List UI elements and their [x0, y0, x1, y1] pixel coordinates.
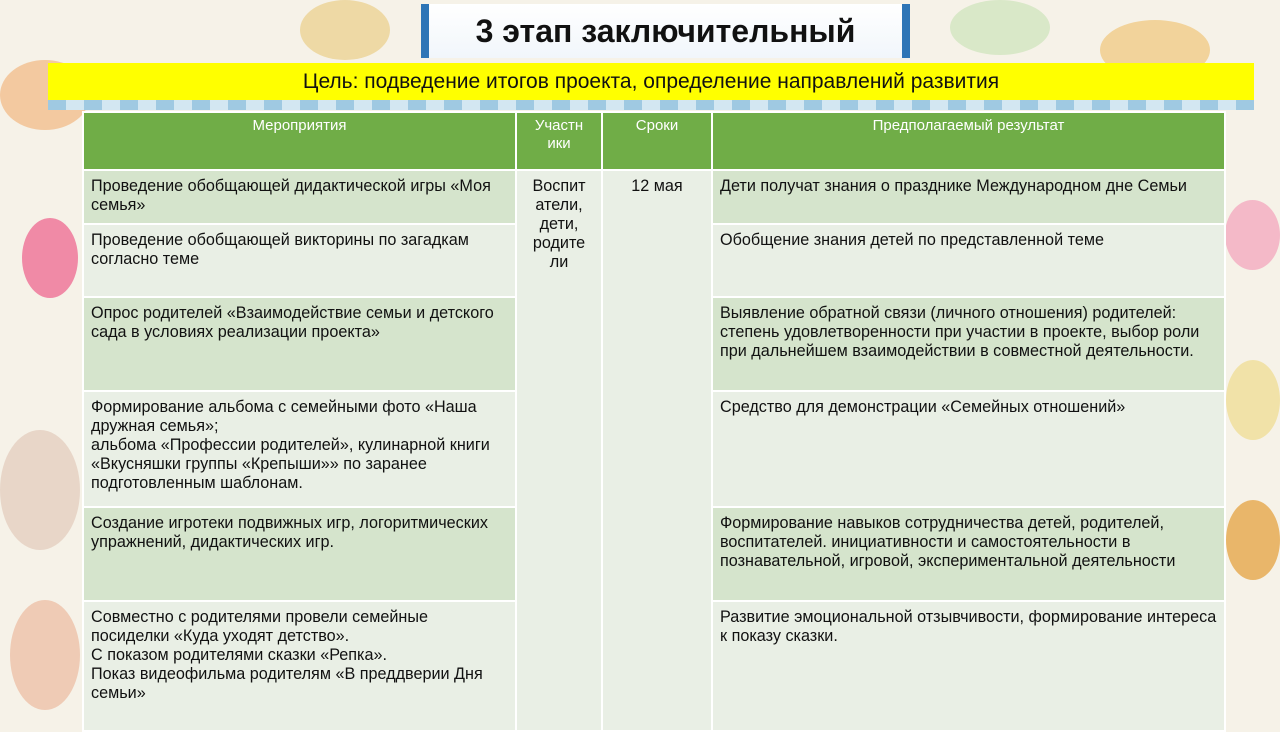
result-cell: Выявление обратной связи (личного отношения) родителей: степень удовлетворенности при участии в проекте, выбор роли при дальнейшем взаимодействии в совместной деятельности.	[712, 297, 1225, 391]
header-dates: Сроки	[602, 112, 712, 170]
header-events: Мероприятия	[83, 112, 516, 170]
event-cell: Создание игротеки подвижных игр, логоритмических упражнений, дидактических игр.	[83, 507, 516, 601]
event-cell: Совместно с родителями провели семейные посиделки «Куда уходят детство». С показом родителями сказки «Репка». Показ видеофильма родителям «В преддверии Дня семьи»	[83, 601, 516, 731]
cartoon-decoration	[10, 600, 80, 710]
events-table	[82, 111, 1226, 732]
cartoon-decoration	[0, 430, 80, 550]
date-cell: 12 мая	[602, 170, 712, 731]
table-header-row	[83, 112, 1225, 170]
result-cell: Средство для демонстрации «Семейных отношений»	[712, 391, 1225, 507]
event-cell: Опрос родителей «Взаимодействие семьи и детского сада в условиях реализации проекта»	[83, 297, 516, 391]
table-row	[83, 170, 1225, 224]
cartoon-decoration	[950, 0, 1050, 55]
goal-banner: Цель: подведение итогов проекта, определение направлений развития	[48, 63, 1254, 100]
result-cell: Обобщение знания детей по представленной теме	[712, 224, 1225, 297]
header-result: Предполагаемый результат	[712, 112, 1225, 170]
cartoon-decoration	[1225, 200, 1280, 270]
event-cell: Проведение обобщающей викторины по загадкам согласно теме	[83, 224, 516, 297]
cartoon-decoration	[300, 0, 390, 60]
decorative-stripe	[48, 100, 1254, 110]
result-cell: Дети получат знания о празднике Международном дне Семьи	[712, 170, 1225, 224]
event-cell: Формирование альбома с семейными фото «Наша дружная семья»; альбома «Профессии родителей», кулинарной книги «Вкусняшки группы «Крепыши»» по заранее подготовленным шаблонам.	[83, 391, 516, 507]
participants-cell: Воспит атели, дети, родите ли	[516, 170, 602, 731]
slide-title: 3 этап заключительный	[421, 4, 910, 58]
result-cell: Развитие эмоциональной отзывчивости, формирование интереса к показу сказки.	[712, 601, 1225, 731]
cartoon-decoration	[1226, 360, 1280, 440]
balloon-decoration	[22, 218, 78, 298]
cartoon-decoration	[1226, 500, 1280, 580]
event-cell: Проведение обобщающей дидактической игры «Моя семья»	[83, 170, 516, 224]
result-cell: Формирование навыков сотрудничества детей, родителей, воспитателей. инициативности и самостоятельности в познавательной, игровой, экспериментальной деятельности	[712, 507, 1225, 601]
header-participants: Участн ики	[516, 112, 602, 170]
